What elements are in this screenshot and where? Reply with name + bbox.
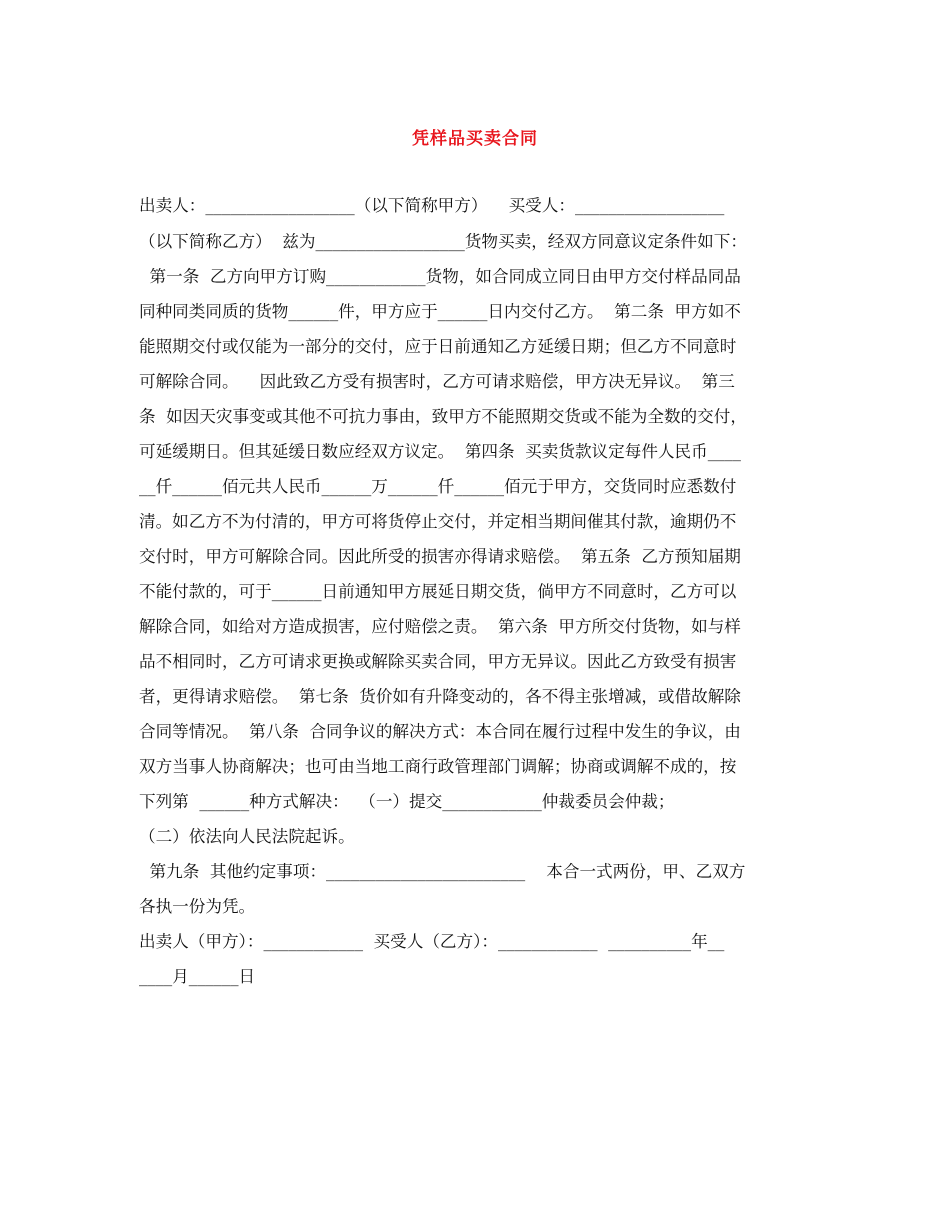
contract-line-16: 合同等情况。 第八条 合同争议的解决方式：本合同在履行过程中发生的争议，由: [139, 722, 741, 741]
contract-line-18: 下列第 ______种方式解决： （一）提交____________仲裁委员会仲裁；: [139, 792, 675, 811]
contract-line-4: 同种同类同质的货物______件，甲方应于______日内交付乙方。 第二条 甲方如不: [139, 302, 741, 321]
contract-line-11: 交付时，甲方可解除合同。因此所受的损害亦得请求赔偿。 第五条 乙方预知届期: [139, 547, 741, 566]
contract-line-23: ____月______日: [139, 967, 256, 986]
contract-line-5: 能照期交付或仅能为一部分的交付，应于日前通知乙方延缓日期；但乙方不同意时: [139, 337, 737, 356]
contract-line-17: 双方当事人协商解决；也可由当地工商行政管理部门调解；协商或调解不成的，按: [139, 757, 737, 776]
contract-line-14: 品不相同时，乙方可请求更换或解除买卖合同，甲方无异议。因此乙方致受有损害: [139, 652, 737, 671]
contract-line-6: 可解除合同。 因此致乙方受有损害时，乙方可请求赔偿，甲方决无异议。 第三: [139, 372, 735, 391]
contract-line-19: （二）依法向人民法院起诉。: [139, 827, 355, 846]
contract-line-3: 第一条 乙方向甲方订购____________货物，如合同成立同日由甲方交付样品同品: [139, 267, 741, 286]
contract-line-20: 第九条 其他约定事项：________________________ 本合一式两份，甲、乙双方: [139, 862, 746, 881]
contract-line-9: __仟______佰元共人民币______万______仟______佰元于甲方，交货同时应悉数付: [139, 477, 737, 496]
contract-line-12: 不能付款的，可于______日前通知甲方展延日期交货，倘甲方不同意时，乙方可以: [139, 582, 737, 601]
document-title: 凭样品买卖合同: [412, 129, 538, 149]
contract-line-22: 出卖人（甲方）：____________ 买受人（乙方）：____________ __________年__: [139, 932, 725, 951]
contract-line-21: 各执一份为凭。: [139, 897, 256, 916]
contract-line-2: （以下简称乙方） 兹为__________________货物买卖，经双方同意议定条件如下：: [139, 232, 747, 251]
contract-line-13: 解除合同，如给对方造成损害，应付赔偿之责。 第六条 甲方所交付货物，如与样: [139, 617, 741, 636]
contract-line-7: 条 如因天灾事变或其他不可抗力事由，致甲方不能照期交货或不能为全数的交付，: [139, 407, 747, 426]
contract-line-10: 清。如乙方不为付清的，甲方可将货停止交付，并定相当期间催其付款，逾期仍不: [139, 512, 737, 531]
contract-line-8: 可延缓期日。但其延缓日数应经双方议定。 第四条 买卖货款议定每件人民币____: [139, 442, 741, 461]
contract-line-1: 出卖人：__________________（以下简称甲方） 买受人：__________________: [139, 196, 725, 215]
contract-line-15: 者，更得请求赔偿。 第七条 货价如有升降变动的，各不得主张增减，或借故解除: [139, 687, 741, 706]
